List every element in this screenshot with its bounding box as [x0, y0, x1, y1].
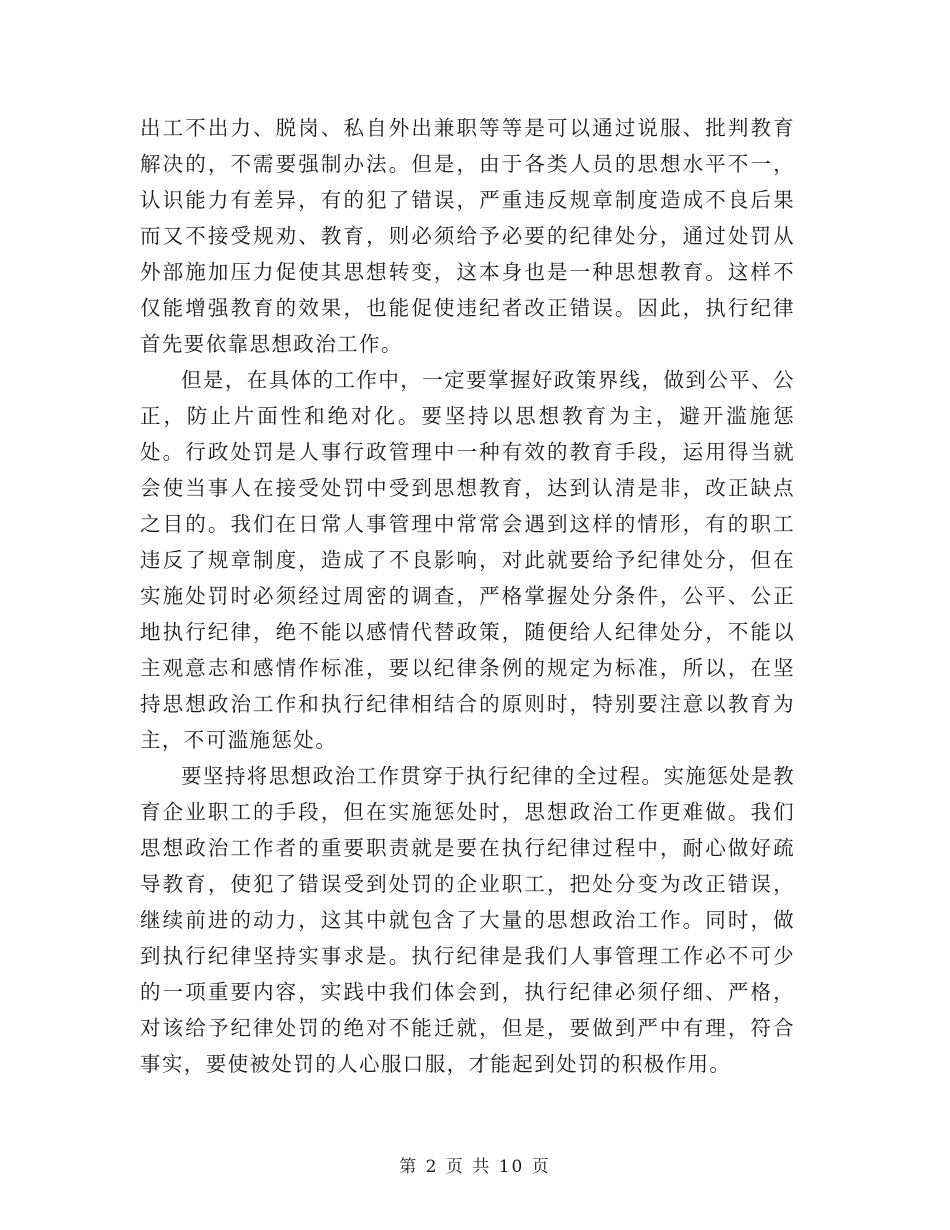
paragraph-2: 但是，在具体的工作中，一定要掌握好政策界线，做到公平、公正，防止片面性和绝对化。要坚持以思想教育为主，避开滥施惩处。行政处罚是人事行政管理中一种有效的教育手段，运用得当就会使当事人在接受处罚中受到思想教育，达到认清是非，改正缺点之目的。我们在日常人事管理中常常会遇到这样的情形，有的职工违反了规章制度，造成了不良影响，对此就要给予纪律处分，但在实施处罚时必须经过周密的调查，严格掌握处分条件，公平、公正地执行纪律，绝不能以感情代替政策，随便给人纪律处分，不能以主观意志和感情作标准，要以纪律条例的规定为标准，所以，在坚持思想政治工作和执行纪律相结合的原则时，特别要注意以教育为主，不可滥施惩处。: [140, 368, 795, 752]
paragraph-3: 要坚持将思想政治工作贯穿于执行纪律的全过程。实施惩处是教育企业职工的手段，但在实施惩处时，思想政治工作更难做。我们思想政治工作者的重要职责就是要在执行纪律过程中，耐心做好疏导教育，使犯了错误受到处罚的企业职工，把处分变为改正错误，继续前进的动力，这其中就包含了大量的思想政治工作。同时，做到执行纪律坚持实事求是。执行纪律是我们人事管理工作必不可少的一项重要内容，实践中我们体会到，执行纪律必须仔细、严格，对该给予纪律处罚的绝对不能迁就，但是，要做到严中有理，符合事实，要使被处罚的人心服口服，才能起到处罚的积极作用。: [140, 764, 795, 1076]
paragraph-1: 出工不出力、脱岗、私自外出兼职等等是可以通过说服、批判教育解决的，不需要强制办法。但是，由于各类人员的思想水平不一，认识能力有差异，有的犯了错误，严重违反规章制度造成不良后果而又不接受规劝、教育，则必须给予必要的纪律处分，通过处罚从外部施加压力促使其思想转变，这本身也是一种思想教育。这样不仅能增强教育的效果，也能促使违纪者改正错误。因此，执行纪律首先要依靠思想政治工作。: [140, 116, 795, 356]
document-body: [140, 110, 795, 1082]
page-number-footer: 第 2 页 共 10 页: [399, 1157, 551, 1177]
